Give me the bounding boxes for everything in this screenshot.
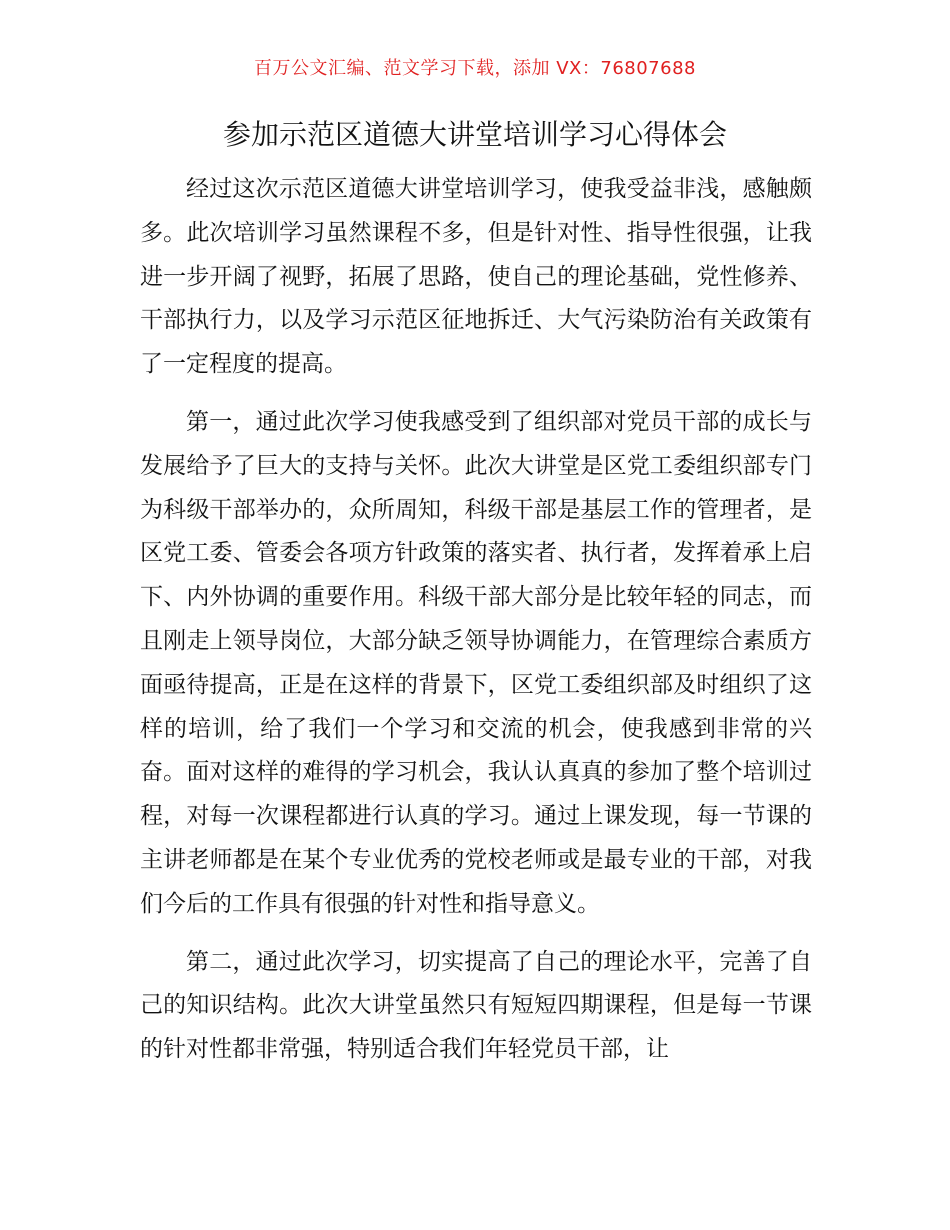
paragraph-intro: 经过这次示范区道德大讲堂培训学习，使我受益非浅，感触颇多。此次培训学习虽然课程不多，但是针对性、指导性很强，让我进一步开阔了视野，拓展了思路，使自己的理论基础，党性修养、干部执行力，以及学习示范区征地拆迁、大气污染防治有关政策有了一定程度的提高。 bbox=[140, 176, 812, 378]
paragraph-first-point: 第一，通过此次学习使我感受到了组织部对党员干部的成长与发展给予了巨大的支持与关怀。此次大讲堂是区党工委组织部专门为科级干部举办的，众所周知，科级干部是基层工作的管理者，是区党工委、管委会各项方针政策的落实者、执行者，发挥着承上启下、内外协调的重要作用。科级干部大部分是比较年轻的同志，而且刚走上领导岗位，大部分缺乏领导协调能力，在管理综合素质方面亟待提高，正是在这样的背景下，区党工委组织部及时组织了这样的培训，给了我们一个学习和交流的机会，使我感到非常的兴奋。面对这样的难得的学习机会，我认认真真的参加了整个培训过程，对每一次课程都进行认真的学习。通过上课发现，每一节课的主讲老师都是在某个专业优秀的党校老师或是最专业的干部，对我们今后的工作具有很强的针对性和指导意义。 bbox=[140, 408, 812, 917]
header-banner: 百万公文汇编、范文学习下载，添加 VX：76807688 bbox=[254, 58, 696, 79]
document-body bbox=[140, 168, 812, 1086]
paragraph-second-point: 第二，通过此次学习，切实提高了自己的理论水平，完善了自己的知识结构。此次大讲堂虽然只有短短四期课程，但是每一节课的针对性都非常强，特别适合我们年轻党员干部，让 bbox=[140, 948, 812, 1063]
document-title: 参加示范区道德大讲堂培训学习心得体会 bbox=[222, 118, 727, 151]
